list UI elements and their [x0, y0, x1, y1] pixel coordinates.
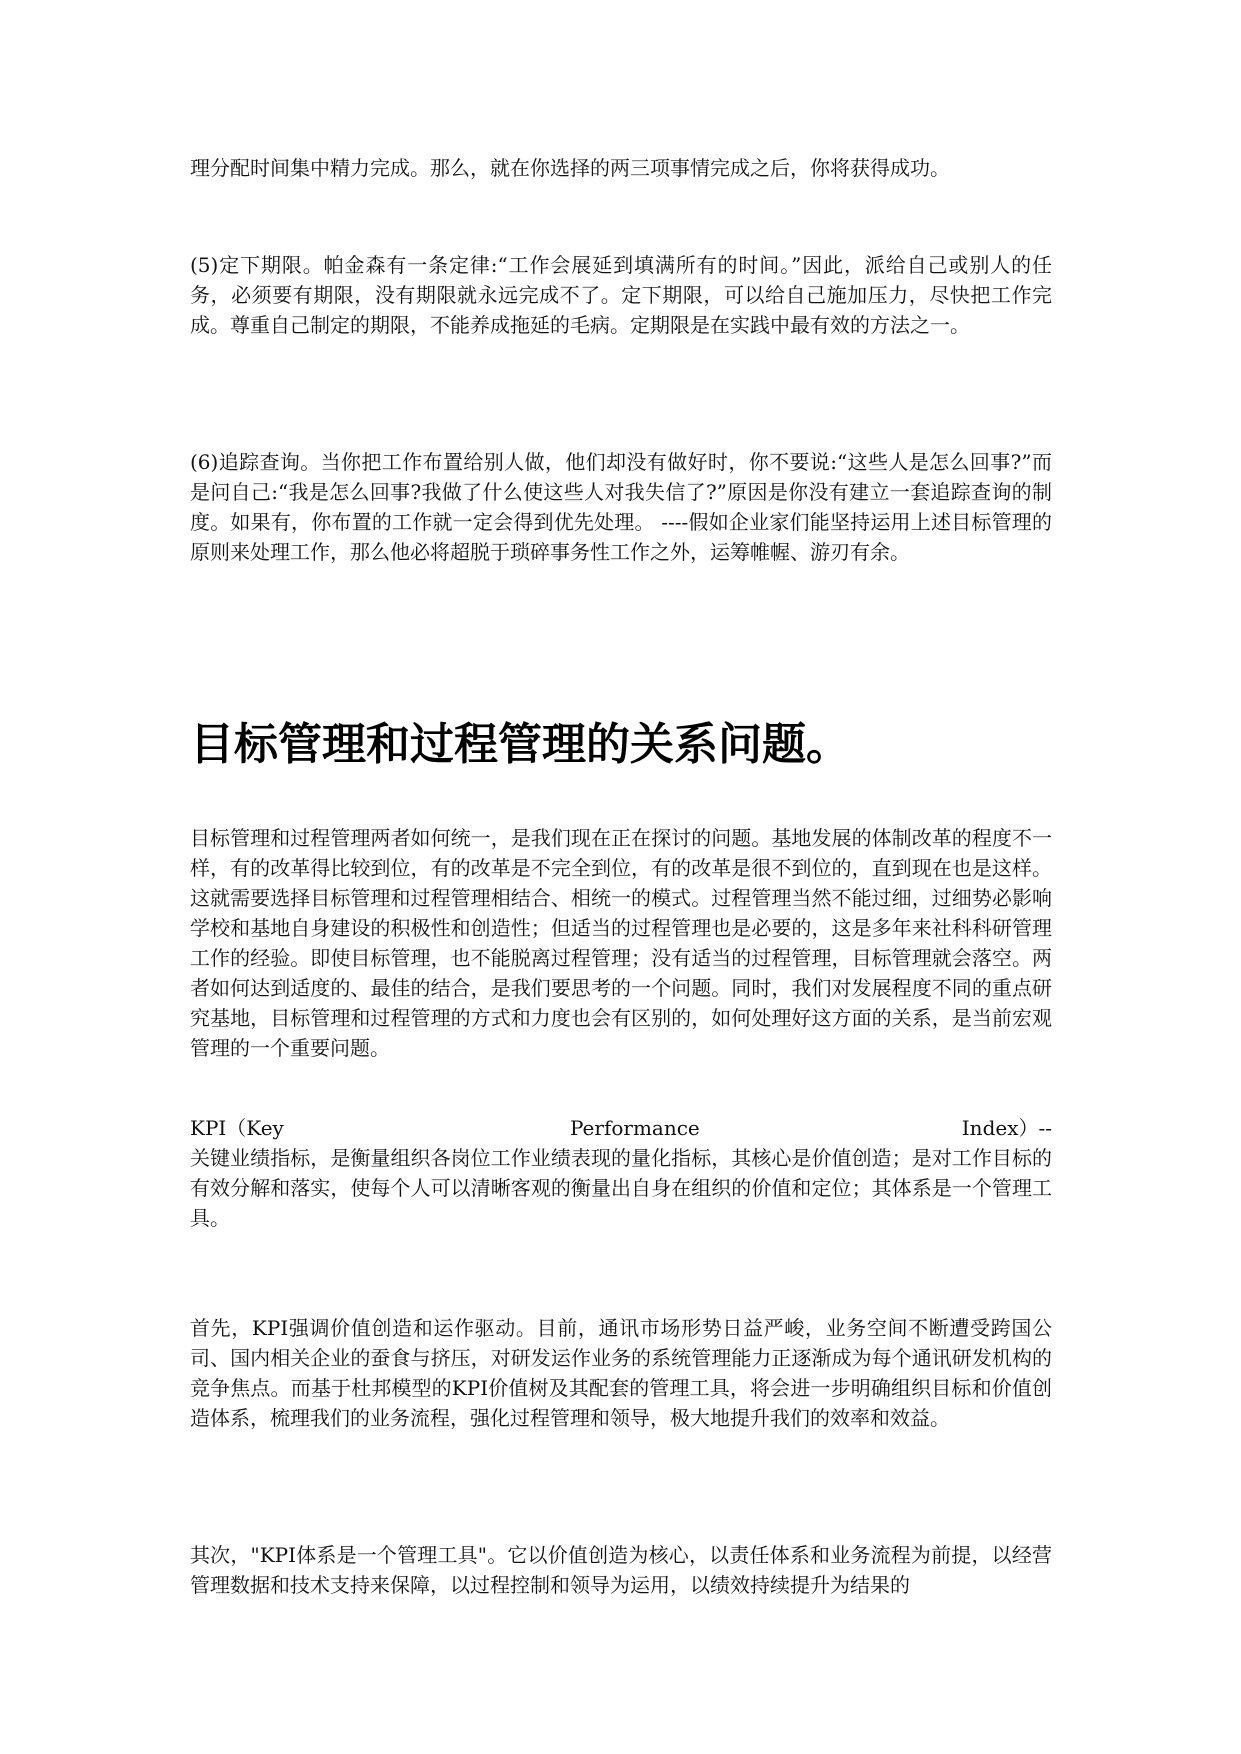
kpi-line-part-1: KPI（Key	[190, 1116, 284, 1140]
paragraph-second: 其次，"KPI体系是一个管理工具"。它以价值创造为核心，以责任体系和业务流程为前提，以经营管理数据和技术支持来保障，以过程控制和领导为运用，以绩效持续提升为结果的	[190, 1543, 1052, 1597]
paragraph-relationship: 目标管理和过程管理两者如何统一，是我们现在正在探讨的问题。基地发展的体制改革的程度不一样，有的改革得比较到位，有的改革是不完全到位，有的改革是很不到位的，直到现在也是这样。这就需要选择目标管理和过程管理相结合、相统一的模式。过程管理当然不能过细，过细势必影响学校和基地自身建设的积极性和创造性；但适当的过程管理也是必要的，这是多年来社科科研管理工作的经验。即使目标管理，也不能脱离过程管理；没有适当的过程管理，目标管理就会落空。两者如何达到适度的、最佳的结合，是我们要思考的一个问题。同时，我们对发展程度不同的重点研究基地，目标管理和过程管理的方式和力度也会有区别的，如何处理好这方面的关系，是当前宏观管理的一个重要问题。	[190, 826, 1052, 1060]
section-heading: 目标管理和过程管理的关系问题。	[190, 719, 850, 770]
kpi-line-part-3: Index）--	[961, 1116, 1052, 1140]
paragraph-tracking: (6)追踪查询。当你把工作布置给别人做，他们却没有做好时，你不要说:“这些人是怎么回事?”而是问自己:“我是怎么回事?我做了什么使这些人对我失信了?”原因是你没有建立一套追踪查询的制度。如果有，你布置的工作就一定会得到优先处理。 ----假如企业家们能坚持运用上述目标管理的原则来处理工作，那么他必将超脱于琐碎事务性工作之外，运筹帷幄、游刃有余。	[190, 450, 1052, 564]
kpi-line-part-2: Performance	[570, 1116, 700, 1140]
paragraph-first: 首先，KPI强调价值创造和运作驱动。目前，通讯市场形势日益严峻，业务空间不断遭受跨国公司、国内相关企业的蚕食与挤压，对研发运作业务的系统管理能力正逐渐成为每个通讯研发机构的竞争焦点。而基于杜邦模型的KPI价值树及其配套的管理工具，将会进一步明确组织目标和价值创造体系，梳理我们的业务流程，强化过程管理和领导，极大地提升我们的效率和效益。	[190, 1316, 1052, 1430]
paragraph-deadline: (5)定下期限。帕金森有一条定律:“工作会展延到填满所有的时间。”因此，派给自己或别人的任务，必须要有期限，没有期限就永远完成不了。定下期限，可以给自己施加压力，尽快把工作完成。尊重自己制定的期限，不能养成拖延的毛病。定期限是在实践中最有效的方法之一。	[190, 253, 1052, 337]
kpi-definition-line	[190, 1113, 1052, 1143]
paragraph-intro: 理分配时间集中精力完成。那么，就在你选择的两三项事情完成之后，你将获得成功。	[190, 156, 950, 180]
paragraph-kpi-definition: 关键业绩指标，是衡量组织各岗位工作业绩表现的量化指标，其核心是价值创造；是对工作目标的有效分解和落实，使每个人可以清晰客观的衡量出自身在组织的价值和定位；其体系是一个管理工具。	[190, 1146, 1052, 1230]
